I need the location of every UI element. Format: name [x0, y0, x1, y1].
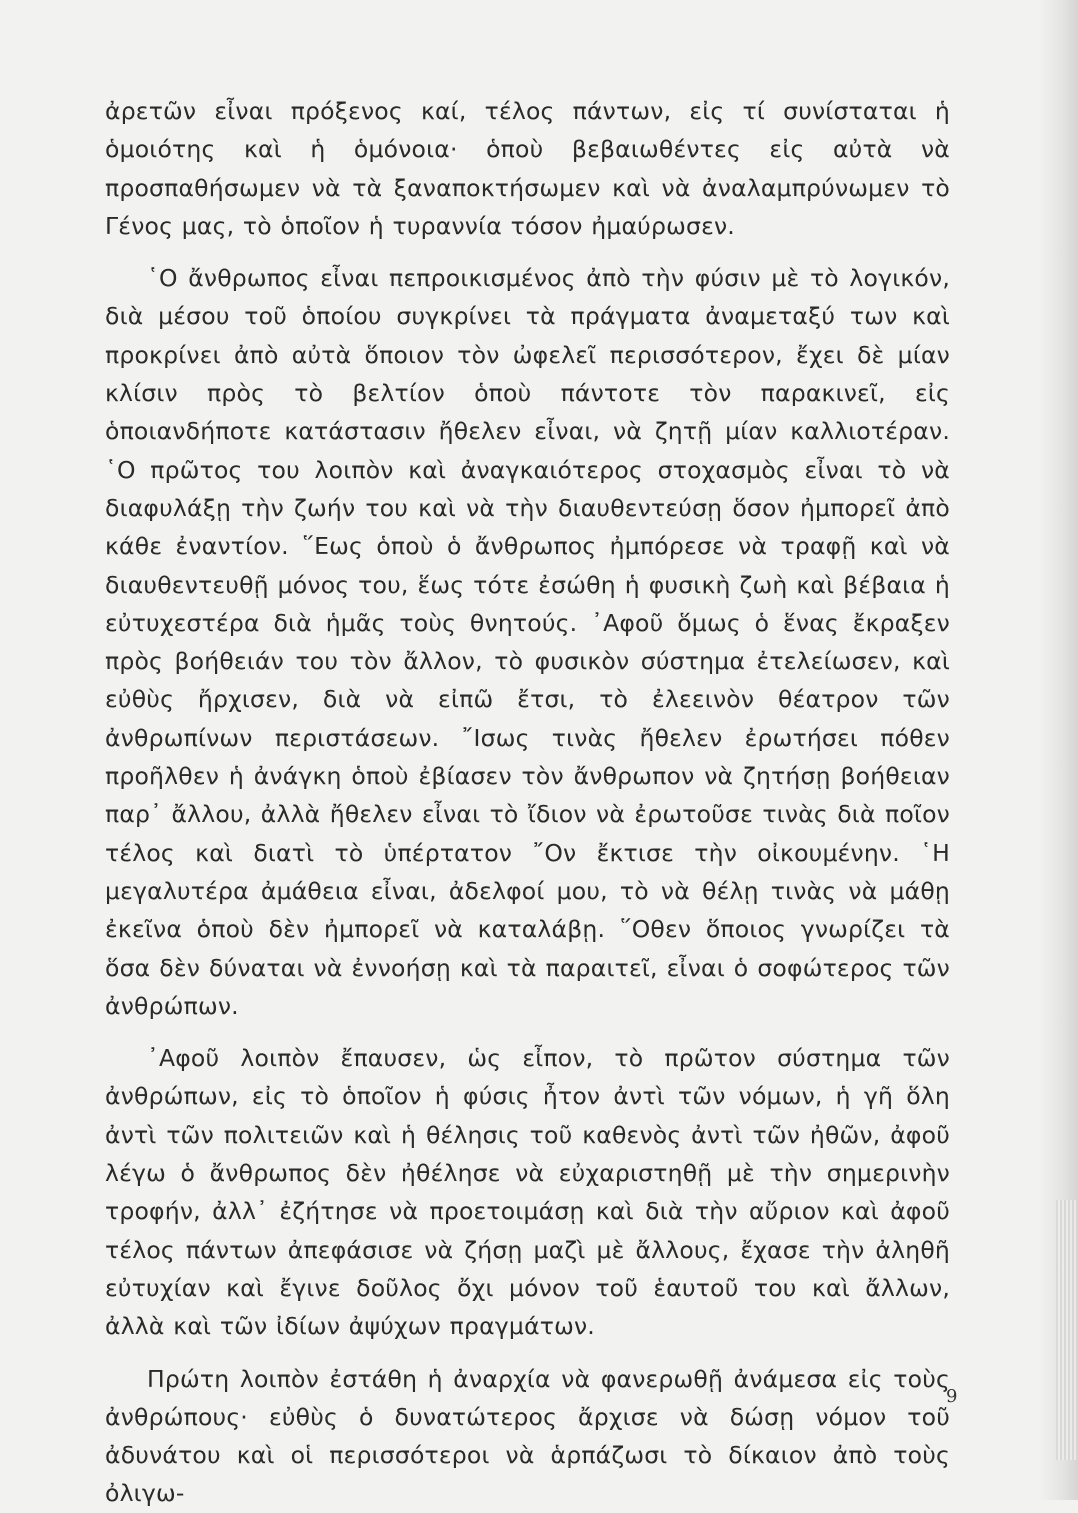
paragraph-2: ῾Ο ἄνθρωπος εἶναι πεπροικισμένος ἀπὸ τὴν φύσιν μὲ τὸ λογικόν, διὰ μέσου τοῦ ὁποίου συγκρίνει τὰ πράγματα ἀναμεταξύ των καὶ προκρίνει ἀπὸ αὐτὰ ὅποιον τὸν ὠφελεῖ περισσότερον, ἔχει δὲ μίαν κλίσιν πρὸς τὸ βελτίον ὁποὺ πάντοτε τὸν παρακινεῖ, εἰς ὁποιανδήποτε κατάστασιν ἤθελεν εἶναι, νὰ ζητῇ μίαν καλλιοτέραν. ῾Ο πρῶτος του λοιπὸν καὶ ἀναγκαιότερος στοχασμὸς εἶναι τὸ νὰ διαφυλάξῃ τὴν ζωήν του καὶ νὰ τὴν διαυθεντεύσῃ ὅσον ἠμπορεῖ ἀπὸ κάθε ἐναντίον. ῞Εως ὁποὺ ὁ ἄνθρωπος ἠμπόρεσε νὰ τραφῇ καὶ νὰ διαυθεντευθῇ μόνος του, ἕως τότε ἐσώθη ἡ φυσικὴ ζωὴ καὶ βέβαια ἡ εὐτυχεστέρα διὰ ἡμᾶς τοὺς θνητούς. ᾿Αφοῦ ὅμως ὁ ἕνας ἔκραξεν πρὸς βοήθειάν του τὸν ἄλλον, τὸ φυσικὸν σύστημα ἐτελείωσεν, καὶ εὐθὺς ἤρχισεν, διὰ νὰ εἰπῶ ἔτσι, τὸ ἐλεεινὸν θέατρον τῶν ἀνθρωπίνων περιστάσεων. ῎Ισως τινὰς ἤθελεν ἐρωτήσει πόθεν προῆλθεν ἡ ἀνάγκη ὁποὺ ἐβίασεν τὸν ἄνθρωπον νὰ ζητήσῃ βοήθειαν παρ᾿ ἄλλου, ἀλλὰ ἤθελεν εἶναι τὸ ἴδιον νὰ ἐρωτοῦσε τινὰς διὰ ποῖον τέλος καὶ διατὶ τὸ ὑπέρτατον ῎Ον ἔκτισε τὴν οἰκουμένην. ῾Η μεγαλυτέρα ἀμάθεια εἶναι, ἀδελφοί μου, τὸ νὰ θέλῃ τινὰς νὰ μάθῃ ἐκεῖνα ὁποὺ δὲν ἠμπορεῖ νὰ καταλάβῃ. ῞Οθεν ὅποιος γνωρίζει τὰ ὅσα δὲν δύναται νὰ ἐννοήσῃ καὶ τὰ παραιτεῖ, εἶναι ὁ σοφώτερος τῶν ἀνθρώπων.	[105, 264, 950, 1020]
body-text	[105, 92, 950, 1513]
paragraph-1: ἀρετῶν εἶναι πρόξενος καί, τέλος πάντων, εἰς τί συνίσταται ἡ ὁμοιότης καὶ ἡ ὁμόνοια· ὁποὺ βεβαιωθέντες εἰς αὐτὰ νὰ προσπαθήσωμεν νὰ τὰ ξαναποκτήσωμεν καὶ νὰ ἀναλαμπρύνωμεν τὸ Γένος μας, τὸ ὁποῖον ἡ τυραννία τόσον ἠμαύρωσεν.	[105, 97, 950, 240]
page-edge	[1056, 1200, 1078, 1460]
paragraph-3: ᾿Αφοῦ λοιπὸν ἔπαυσεν, ὡς εἶπον, τὸ πρῶτον σύστημα τῶν ἀνθρώπων, εἰς τὸ ὁποῖον ἡ φύσις ἦτον ἀντὶ τῶν νόμων, ἡ γῆ ὅλη ἀντὶ τῶν πολιτειῶν καὶ ἡ θέλησις τοῦ καθενὸς ἀντὶ τῶν ἠθῶν, ἀφοῦ λέγω ὁ ἄνθρωπος δὲν ἠθέλησε νὰ εὐχαριστηθῇ μὲ τὴν σημερινὴν τροφήν, ἀλλ᾿ ἐζήτησε νὰ προετοιμάσῃ καὶ διὰ τὴν αὔριον καὶ ἀφοῦ τέλος πάντων ἀπεφάσισε νὰ ζήσῃ μαζὶ μὲ ἄλλους, ἔχασε τὴν ἀληθῆ εὐτυχίαν καὶ ἔγινε δοῦλος ὄχι μόνον τοῦ ἑαυτοῦ του καὶ ἄλλων, ἀλλὰ καὶ τῶν ἰδίων ἀψύχων πραγμάτων.	[105, 1044, 950, 1341]
page-number: 9	[946, 1386, 958, 1407]
paragraph-4: Πρώτη λοιπὸν ἐστάθη ἡ ἀναρχία νὰ φανερωθῇ ἀνάμεσα εἰς τοὺς ἀνθρώπους· εὐθὺς ὁ δυνατώτερος ἄρχισε νὰ δώσῃ νόμον τοῦ ἀδυνάτου καὶ οἱ περισσότεροι νὰ ἁρπάζωσι τὸ δίκαιον ἀπὸ τοὺς ὀλιγω-	[105, 1364, 950, 1508]
